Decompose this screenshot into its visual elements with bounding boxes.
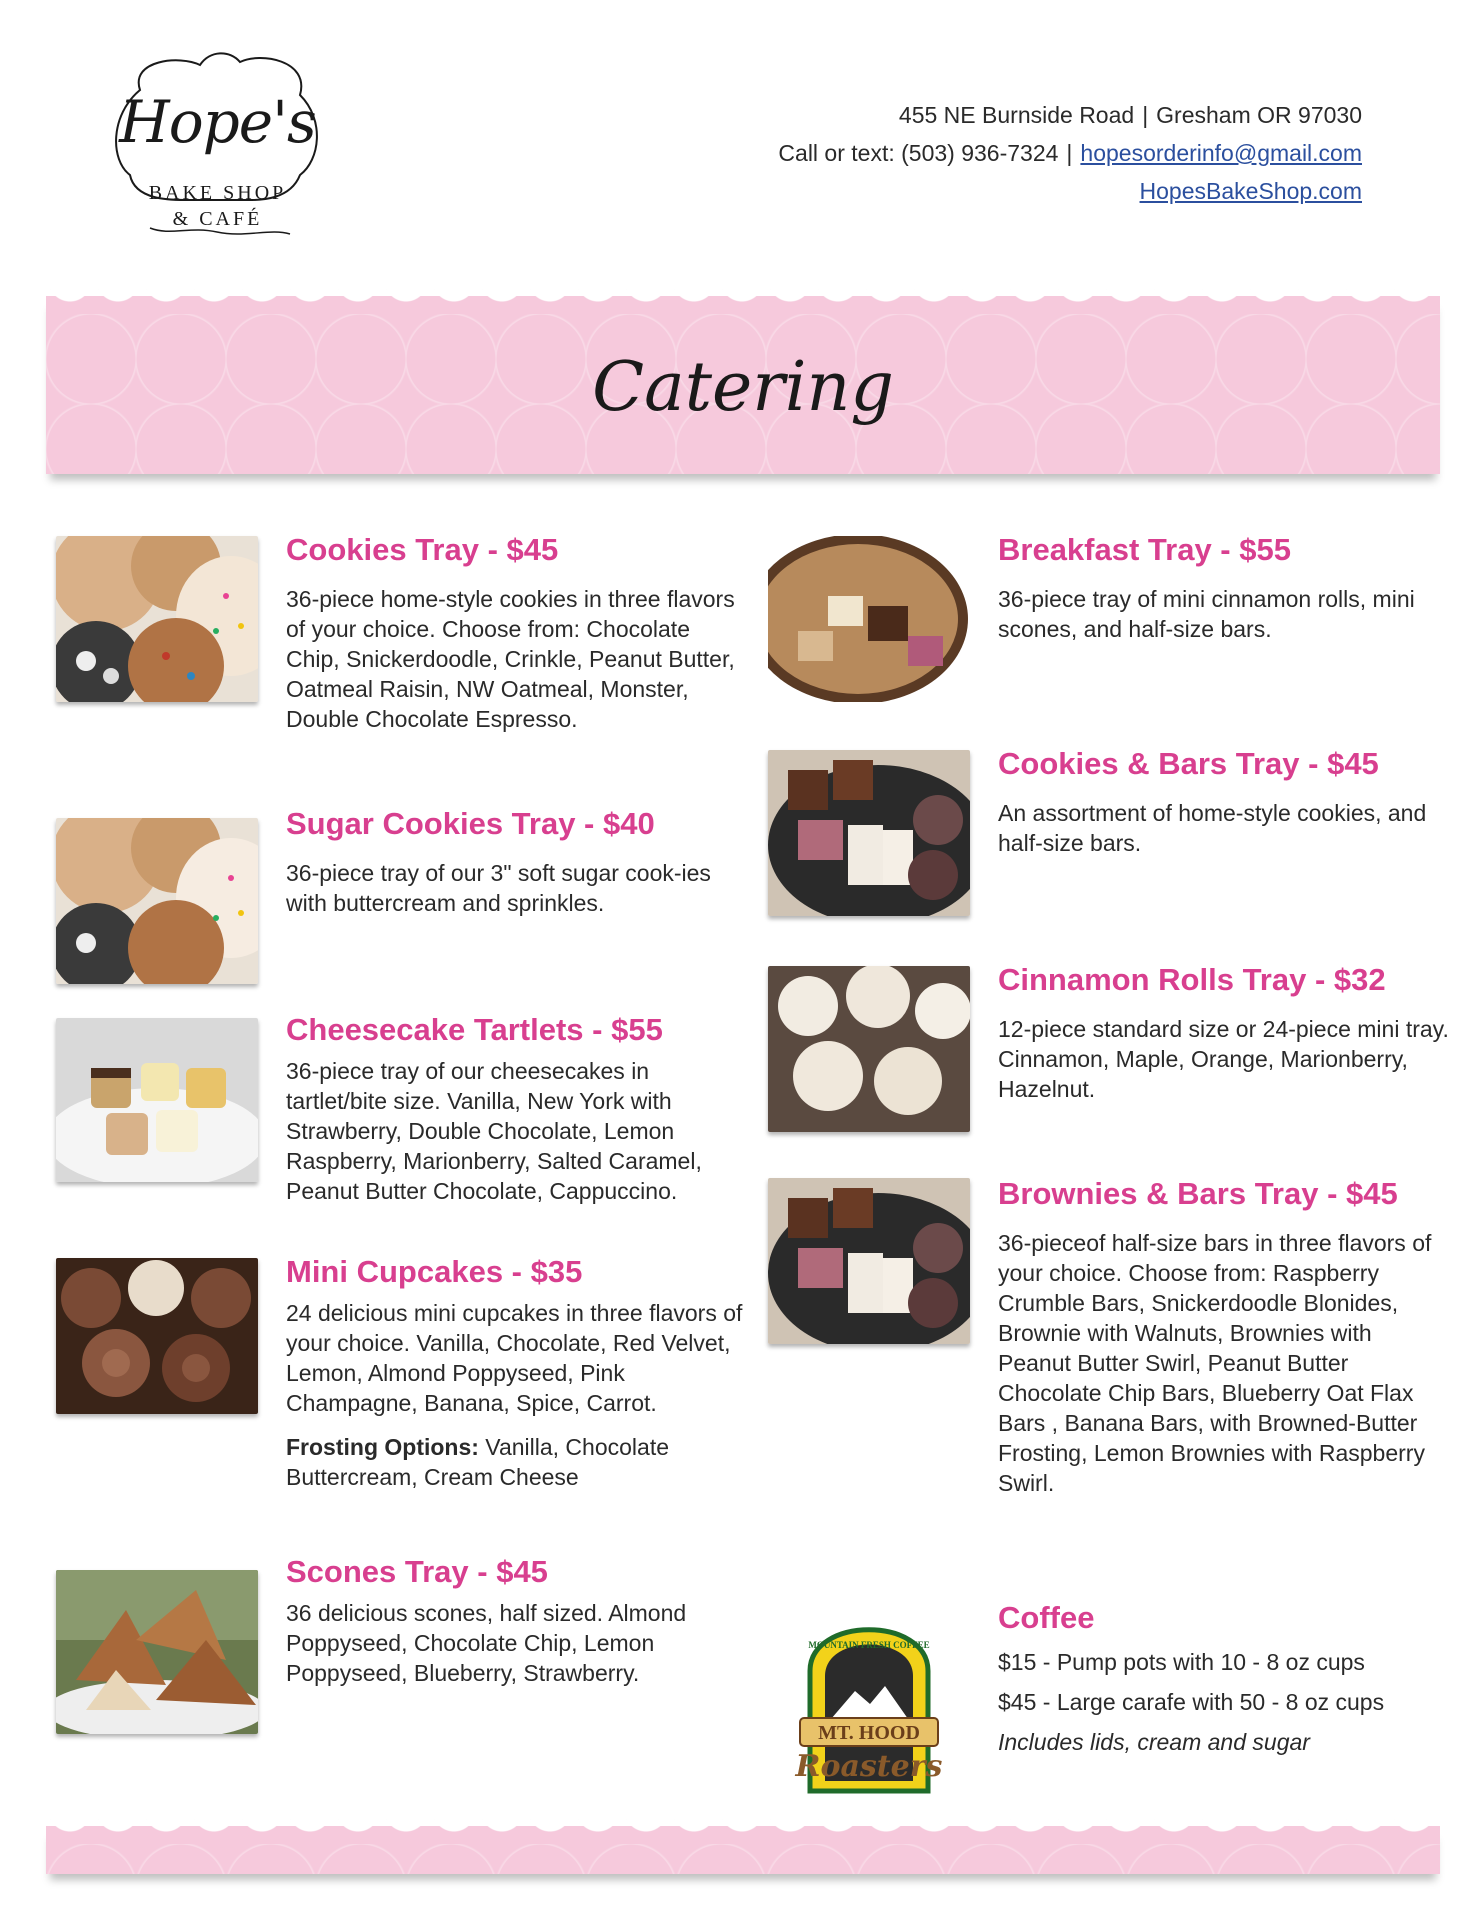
- menu-item-brownies-bars-tray: [998, 1176, 1448, 1498]
- page-title: Catering: [592, 348, 894, 427]
- menu-item-cookies-bars-tray: [998, 746, 1458, 858]
- sugar-cookies-photo: [56, 818, 258, 984]
- bakery-logo: [110, 50, 325, 250]
- banner-scallop-edge: [46, 280, 1440, 314]
- phone-number: Call or text: (503) 936-7324: [778, 140, 1059, 166]
- coffee-includes-note: Includes lids, cream and sugar: [998, 1729, 1310, 1755]
- logo-script-text: Hope's: [119, 88, 316, 156]
- cupcakes-photo: [56, 1258, 258, 1414]
- frosting-options: [286, 1432, 746, 1492]
- address-line: 455 NE Burnside Road | Gresham OR 97030: [898, 102, 1362, 128]
- street-address: 455 NE Burnside Road: [898, 102, 1135, 128]
- cookies-photo: [56, 536, 258, 702]
- menu-item-cheesecake-tartlets: [286, 1012, 746, 1206]
- frosting-options-text: Vanilla, Chocolate Buttercream, Cream Cheese: [286, 1434, 669, 1490]
- menu-item-sugar-cookies-tray: [286, 806, 746, 918]
- item-title: Breakfast Tray - $55: [998, 532, 1291, 567]
- brownies-photo: [768, 1178, 970, 1344]
- item-title: Coffee: [998, 1600, 1095, 1635]
- menu-item-coffee: [998, 1600, 1458, 1762]
- cinnamon-rolls-photo: [768, 966, 970, 1132]
- item-title: Sugar Cookies Tray - $40: [286, 806, 655, 841]
- item-title: Cookies & Bars Tray - $45: [998, 746, 1379, 781]
- banner-scallop-edge: [46, 1810, 1440, 1844]
- menu-item-cinnamon-rolls-tray: [998, 962, 1458, 1104]
- item-description: An assortment of home-style cookies, and half-size bars.: [998, 800, 1427, 856]
- cheesecake-photo: [56, 1018, 258, 1182]
- item-title: Scones Tray - $45: [286, 1554, 548, 1589]
- menu-item-mini-cupcakes: [286, 1254, 746, 1492]
- contact-block: [778, 96, 1362, 210]
- menu-item-breakfast-tray: [998, 532, 1458, 644]
- item-description: 36-piece tray of our 3" soft sugar cook-ies with buttercream and sprinkles.: [286, 860, 711, 916]
- catering-banner: [46, 296, 1440, 474]
- item-title: Cookies Tray - $45: [286, 532, 559, 567]
- cookies-bars-photo: [768, 750, 970, 916]
- item-title: Cheesecake Tartlets - $55: [286, 1012, 663, 1047]
- website-line: [778, 172, 1362, 210]
- item-description: 36-pieceof half-size bars in three flavors of your choice. Choose from: Raspberry Crumble Bars, Snickerdoodle Blonides, Brownie with Walnuts, Brownies with Peanut Butter Swirl, Peanut Butter Chocolate Chip Bars, Blueberry Oat Flax Bars , Banana Bars, with Browned-Butter Frosting, Lemon Brownies with Raspberry Swirl.: [998, 1230, 1432, 1496]
- item-description: 36-piece tray of our cheesecakes in tartlet/bite size. Vanilla, New York with Strawberry, Double Chocolate, Lemon Raspberry, Marionberry, Salted Caramel, Peanut Butter Chocolate, Cappuccino.: [286, 1058, 702, 1204]
- item-description: 36 delicious scones, half sized. Almond Poppyseed, Chocolate Chip, Lemon Poppyseed, Blueberry, Strawberry.: [286, 1600, 687, 1686]
- item-description: 24 delicious mini cupcakes in three flavors of your choice. Vanilla, Chocolate, Red Velvet, Lemon, Almond Poppyseed, Pink Champagne, Banana, Spice, Carrot.: [286, 1300, 743, 1416]
- logo-bottom-text: Roasters: [795, 1749, 943, 1784]
- logo-mid-text: MT. HOOD: [818, 1722, 920, 1744]
- breakfast-photo: [768, 536, 970, 702]
- menu-item-cookies-tray: [286, 532, 746, 734]
- item-title: Mini Cupcakes - $35: [286, 1254, 583, 1289]
- frosting-options-label: Frosting Options:: [286, 1434, 479, 1460]
- phone-line: Call or text: (503) 936-7324 | hopesorderinfo@gmail.com: [778, 140, 1362, 166]
- item-title: Cinnamon Rolls Tray - $32: [998, 962, 1386, 997]
- item-description: 36-piece tray of mini cinnamon rolls, mini scones, and half-size bars.: [998, 586, 1415, 642]
- city-address: Gresham OR 97030: [1156, 102, 1362, 128]
- menu-item-scones-tray: [286, 1554, 746, 1688]
- item-description: 12-piece standard size or 24-piece mini tray. Cinnamon, Maple, Orange, Marionberry, Hazelnut.: [998, 1016, 1449, 1102]
- footer-banner: [46, 1826, 1440, 1874]
- scones-photo: [56, 1570, 258, 1734]
- logo-cafe-text: & CAFÉ: [172, 208, 263, 230]
- coffee-pump-pot-price: $15 - Pump pots with 10 - 8 oz cups: [998, 1649, 1365, 1675]
- email-link[interactable]: hopesorderinfo@gmail.com: [1080, 140, 1362, 166]
- website-link[interactable]: HopesBakeShop.com: [1139, 178, 1362, 204]
- banner-pattern: [46, 1844, 1440, 1874]
- item-description: 36-piece home-style cookies in three flavors of your choice. Choose from: Chocolate Chip, Snickerdoodle, Crinkle, Peanut Butter, Oatmeal Raisin, NW Oatmeal, Monster, Double Chocolate Espresso.: [286, 586, 735, 732]
- mt-hood-roasters-logo: [780, 1596, 958, 1794]
- logo-top-text: MOUNTAIN FRESH COFFEE: [808, 1640, 930, 1650]
- coffee-carafe-price: $45 - Large carafe with 50 - 8 oz cups: [998, 1689, 1385, 1715]
- logo-bakeshop-text: BAKE SHOP: [148, 182, 287, 204]
- item-title: Brownies & Bars Tray - $45: [998, 1176, 1398, 1211]
